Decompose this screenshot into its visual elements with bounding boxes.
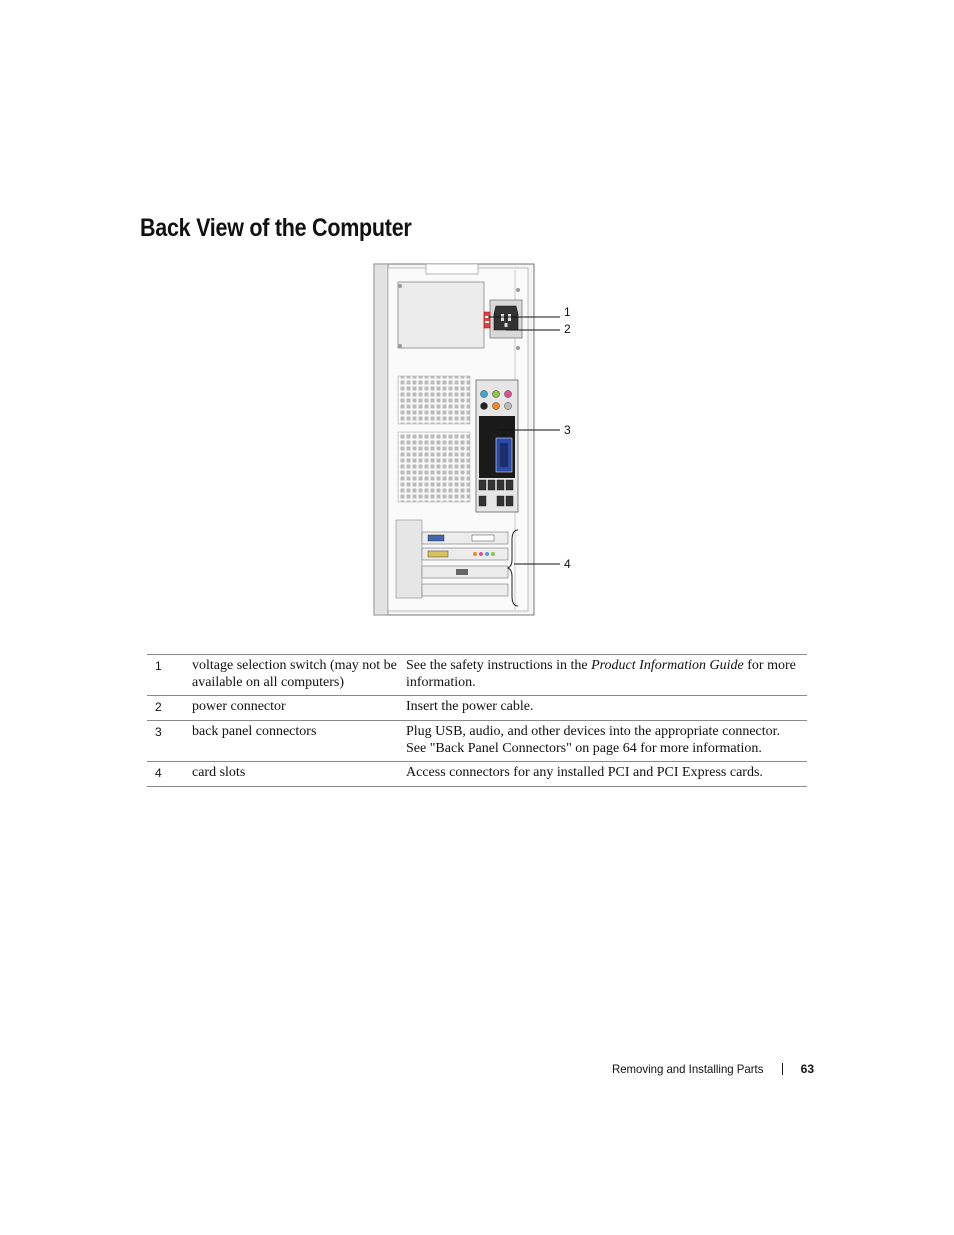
callout-2: 2 — [564, 322, 571, 336]
legend-number: 1 — [147, 655, 188, 696]
computer-back-view-illustration — [370, 260, 580, 620]
description-text: See the safety instructions in the — [406, 658, 592, 673]
voltage-selection-switch — [484, 312, 490, 328]
power-connector — [494, 306, 518, 330]
back-panel-connectors — [476, 380, 518, 512]
callout-1: 1 — [564, 305, 571, 319]
legend-item: voltage selection switch (may not be available on all computers) — [188, 655, 402, 696]
legend-description: Access connectors for any installed PCI and PCI Express cards. — [402, 762, 807, 787]
callout-4: 4 — [564, 557, 571, 571]
legend-table — [147, 654, 807, 787]
page-number: 63 — [800, 1062, 814, 1076]
legend-description — [402, 655, 807, 696]
ventilation-grille — [398, 376, 470, 502]
document-reference: Product Information Guide — [591, 658, 744, 673]
legend-number: 3 — [147, 721, 188, 762]
footer-divider — [782, 1063, 783, 1075]
table-row — [147, 721, 807, 762]
legend-number: 4 — [147, 762, 188, 787]
table-row — [147, 696, 807, 721]
description-text: for more information. — [406, 658, 796, 690]
table-row — [147, 762, 807, 787]
legend-item: card slots — [188, 762, 402, 787]
page-footer — [604, 1062, 814, 1076]
legend-number: 2 — [147, 696, 188, 721]
callout-3: 3 — [564, 423, 571, 437]
legend-item: power connector — [188, 696, 402, 721]
legend-item: back panel connectors — [188, 721, 402, 762]
footer-section-title: Removing and Installing Parts — [612, 1062, 764, 1076]
legend-description: Plug USB, audio, and other devices into the appropriate connector. See "Back Panel Connectors" on page 64 for more information. — [402, 721, 807, 762]
page-title: Back View of the Computer — [140, 214, 412, 242]
legend-description: Insert the power cable. — [402, 696, 807, 721]
table-row — [147, 655, 807, 696]
